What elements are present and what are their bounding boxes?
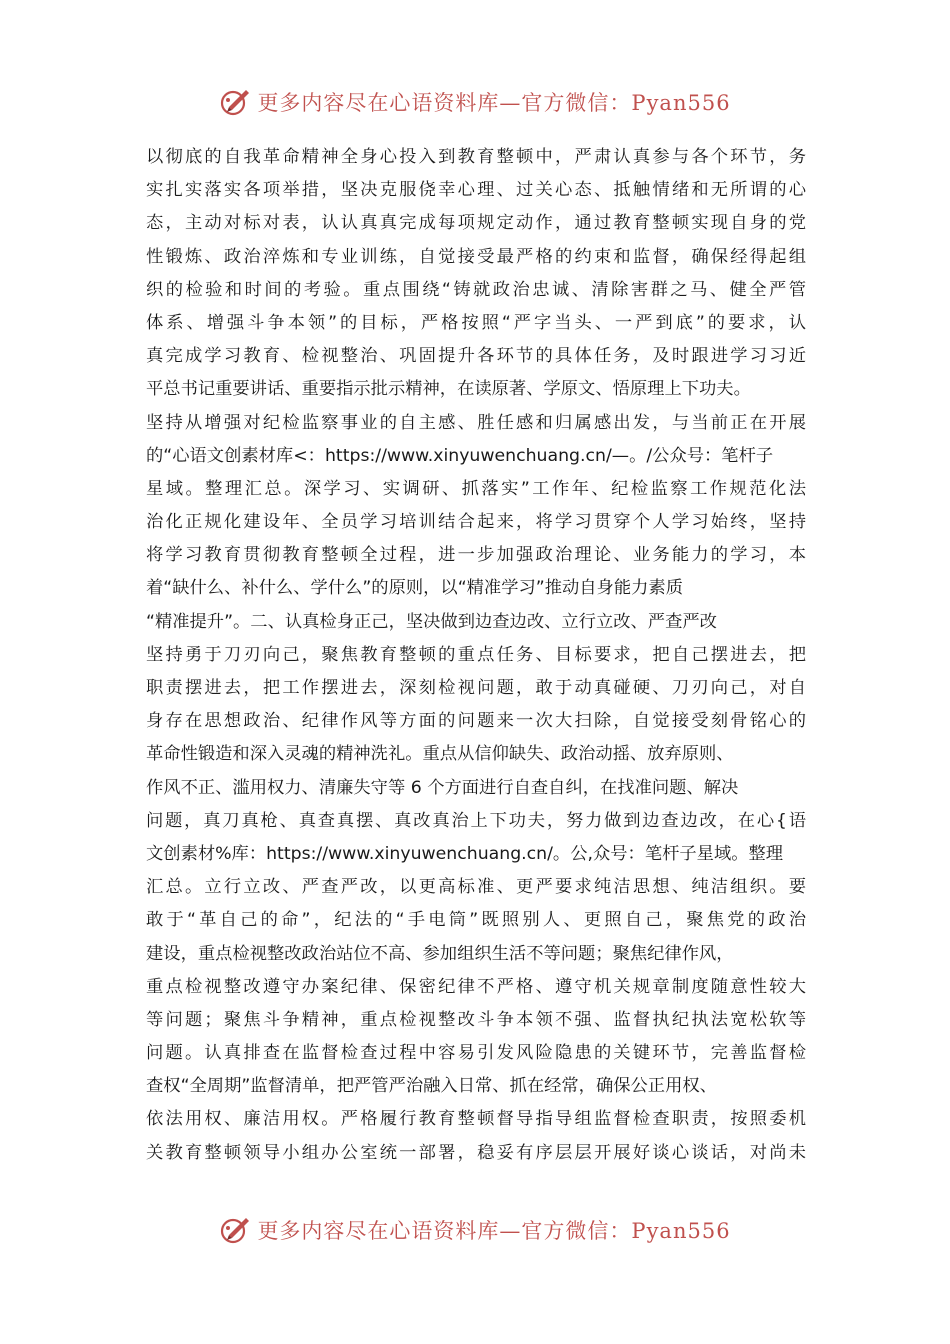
body-text-line: 实扎实落实各项举措，坚决克服侥幸心理、过关心态、抵触情绪和无所谓的心 — [146, 180, 806, 201]
body-text-line: “精准提升”。二、认真检身正己，坚决做到边查边改、立行立改、严查严改 — [146, 611, 717, 632]
body-text-line: 革命性锻造和深入灵魂的精神洗礼。重点从信仰缺失、政治动摇、放弃原则、 — [146, 744, 734, 765]
body-text-line: 身存在思想政治、纪律作风等方面的问题来一次大扫除，自觉接受刻骨铭心的 — [146, 711, 806, 732]
body-text-line: 着“缺什么、补什么、学什么”的原则，以“精准学习”推动自身能力素质 — [146, 578, 683, 599]
body-text-line: 以彻底的自我革命精神全身心投入到教育整顿中，严肃认真参与各个环节，务 — [146, 147, 806, 167]
body-text-line: 织的检验和时间的考验。重点围绕“铸就政治忠诚、清除害群之马、健全严管 — [146, 279, 806, 300]
pen-nib-circle-logo-icon — [219, 1213, 253, 1247]
header-banner — [0, 82, 950, 122]
document-body — [146, 141, 806, 1170]
body-text-line: 性锻炼、政治淬炼和专业训练，自觉接受最严格的约束和监督，确保经得起组 — [146, 246, 806, 267]
body-text-line: 坚持从增强对纪检监察事业的自主感、胜任感和归属感出发，与当前正在开展 — [146, 412, 806, 433]
header-banner-text: 更多内容尽在心语资料库—官方微信：Pyan556 — [257, 91, 731, 115]
body-text-line: 的“心语文创素材库<：https://www.xinyuwenchuang.cn/—。/公众号：笔杆子 — [146, 445, 774, 466]
body-text-line: 星域。整理汇总。深学习、实调研、抓落实”工作年、纪检监察工作规范化法 — [146, 478, 806, 499]
body-text-line: 等问题；聚焦斗争精神，重点检视整改斗争本领不强、监督执纪执法宽松软等 — [146, 1009, 806, 1030]
body-text-line: 职责摆进去，把工作摆进去，深刻检视问题，敢于动真碰硬、刀刃向己，对自 — [146, 678, 806, 698]
footer-banner-text: 更多内容尽在心语资料库—官方微信：Pyan556 — [257, 1219, 731, 1243]
body-text-line: 真完成学习教育、检视整治、巩固提升各环节的具体任务，及时跟进学习习近 — [146, 346, 806, 367]
body-text-line: 平总书记重要讲话、重要指示批示精神，在读原著、学原文、悟原理上下功夫。 — [146, 379, 751, 400]
body-text-line: 重点检视整改遵守办案纪律、保密纪律不严格、遵守机关规章制度随意性较大 — [146, 976, 806, 997]
body-text-line: 将学习教育贯彻教育整顿全过程，进一步加强政治理论、业务能力的学习，本 — [146, 545, 806, 566]
body-text-line: 治化正规化建设年、全员学习培训结合起来，将学习贯穿个人学习始终，坚持 — [146, 512, 806, 533]
body-text-line: 关教育整顿领导小组办公室统一部署，稳妥有序层层开展好谈心谈话，对尚未 — [146, 1142, 806, 1163]
body-text-line: 问题。认真排查在监督检查过程中容易引发风险隐患的关键环节，完善监督检 — [146, 1043, 806, 1064]
body-text-line: 敢于“革自己的命”，纪法的“手电筒”既照别人、更照自己，聚焦党的政治 — [146, 910, 806, 931]
pen-nib-circle-logo-icon — [219, 85, 253, 119]
body-text-line: 建设，重点检视整改政治站位不高、参加组织生活不等问题；聚焦纪律作风， — [146, 943, 734, 964]
body-text-line: 依法用权、廉洁用权。严格履行教育整顿督导指导组监督检查职责，按照委机 — [146, 1109, 806, 1130]
body-text-line: 问题，真刀真枪、真查真摆、真改真治上下功夫，努力做到边查边改，在心{语 — [146, 810, 806, 831]
body-text-line: 态，主动对标对表，认认真真完成每项规定动作，通过教育整顿实现自身的党 — [146, 213, 806, 234]
body-text-line: 文创素材%库：https://www.xinyuwenchuang.cn/。公,众号：笔杆子星域。整理 — [146, 843, 784, 864]
body-text-line: 作风不正、滥用权力、清廉失守等 6 个方面进行自查自纠，在找准问题、解决 — [146, 777, 739, 798]
body-text-line: 查权“全周期”监督清单，把严管严治融入日常、抓在经常，确保公正用权、 — [146, 1076, 717, 1097]
footer-banner — [0, 1210, 950, 1250]
body-text-line: 汇总。立行立改、严查严改，以更高标准、更严要求纯洁思想、纯洁组织。要 — [146, 877, 806, 898]
body-text-line: 坚持勇于刀刃向己，聚焦教育整顿的重点任务、目标要求，把自己摆进去，把 — [146, 644, 806, 665]
body-text-line: 体系、增强斗争本领”的目标，严格按照“严字当头、一严到底”的要求，认 — [146, 312, 806, 333]
